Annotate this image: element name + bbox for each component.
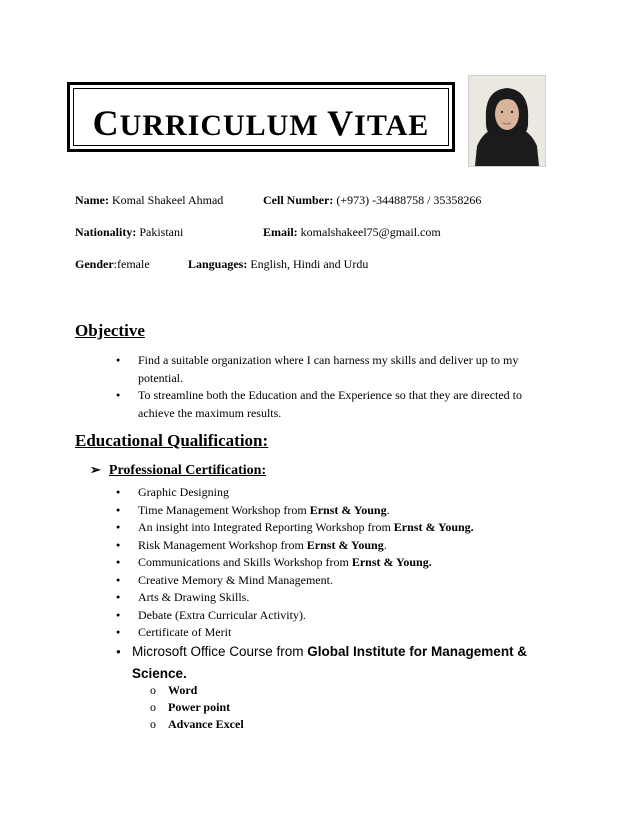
languages-line: Languages: English, Hindi and Urdu (188, 257, 369, 271)
certification-subheading: ➢ Professional Certification: (90, 462, 267, 478)
nationality-line: Nationality: Pakistani (75, 225, 184, 239)
profile-photo (468, 75, 546, 167)
objective-list (116, 352, 536, 422)
list-item: ● To streamline both the Education and the Experience so that they are directed to achieve the maximum results. (116, 387, 536, 422)
list-item: o Advance Excel (150, 716, 244, 733)
list-item: ● Time Management Workshop from Ernst & Young. (116, 502, 536, 520)
list-item: ● Risk Management Workshop from Ernst & Young. (116, 537, 536, 555)
arrow-bullet-icon: ➢ (90, 462, 101, 477)
list-item: o Power point (150, 699, 244, 716)
page-title: CURRICULUM VITAE (92, 103, 430, 143)
list-item: ● Debate (Extra Curricular Activity). (116, 607, 536, 625)
objective-heading: Objective (75, 321, 145, 340)
list-item: ● Creative Memory & Mind Management. (116, 572, 536, 590)
avatar-icon (469, 76, 545, 166)
list-item: ● Find a suitable organization where I can harness my skills and deliver up to my potential. (116, 352, 536, 387)
cell-line: Cell Number: (+973) -34488758 / 35358266 (263, 193, 482, 207)
certification-list (116, 484, 536, 642)
office-subitems-list (150, 682, 244, 733)
title-box (67, 82, 455, 152)
list-item: o Word (150, 682, 244, 699)
office-course-item: ● Microsoft Office Course from Global Institute for Management & Science. (116, 641, 546, 685)
name-line: Name: Komal Shakeel Ahmad (75, 193, 224, 207)
list-item: ● Communications and Skills Workshop from Ernst & Young. (116, 554, 536, 572)
email-line: Email: komalshakeel75@gmail.com (263, 225, 441, 239)
list-item: ● Certificate of Merit (116, 624, 536, 642)
gender-line: Gender:female (75, 257, 150, 271)
bullet-icon: ● (116, 647, 121, 656)
list-item: ● Arts & Drawing Skills. (116, 589, 536, 607)
list-item: ● Graphic Designing (116, 484, 536, 502)
education-heading: Educational Qualification: (75, 431, 269, 450)
list-item: ● An insight into Integrated Reporting Workshop from Ernst & Young. (116, 519, 536, 537)
